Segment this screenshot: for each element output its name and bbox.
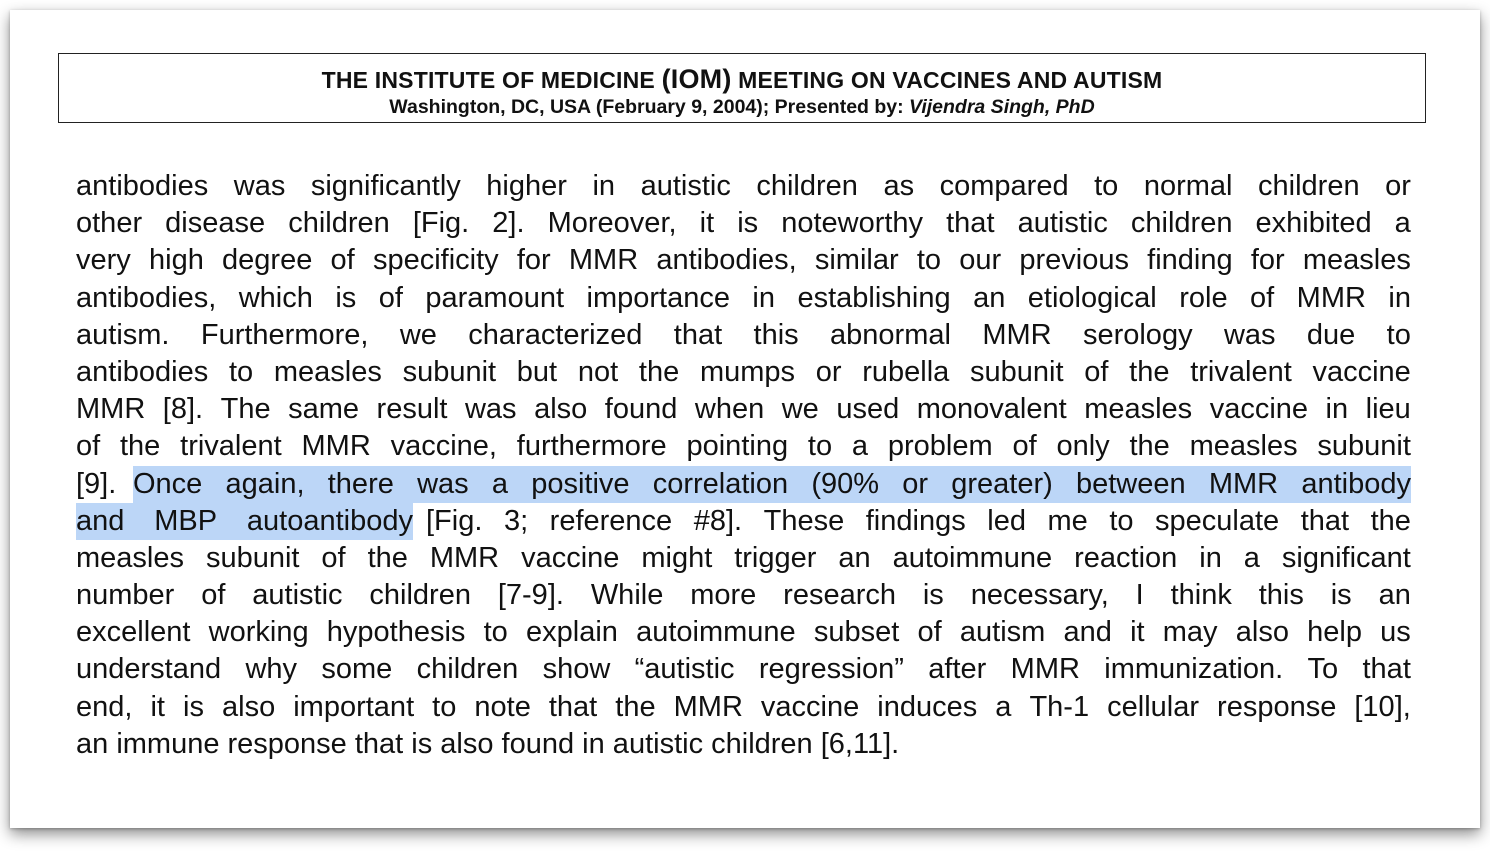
text-line-15: end, it is also important to note that the MMR vaccine induces a Th-1 cellular response [10], <box>76 690 1411 723</box>
text-line-last: an immune response that is also found in autistic children [6,11]. <box>76 727 900 760</box>
line9-prefix: [9]. <box>76 467 117 500</box>
header-title-post: MEETING ON VACCINES AND AUTISM <box>731 67 1163 93</box>
text-line-10 <box>76 503 1411 540</box>
text-line-3: very high degree of specificity for MMR antibodies, similar to our previous finding for measles <box>76 244 1411 277</box>
document-page <box>10 10 1480 828</box>
text-line-13: excellent working hypothesis to explain autoimmune subset of autism and it may also help us <box>76 616 1411 649</box>
header-title <box>59 64 1425 95</box>
text-line-11: measles subunit of the MMR vaccine might trigger an autoimmune reaction in a significant <box>76 541 1411 574</box>
text-line-2: other disease children [Fig. 2]. Moreover, it is noteworthy that autistic children exhibited a <box>76 207 1411 240</box>
text-line-12: number of autistic children [7-9]. While more research is necessary, I think this is an <box>76 579 1411 612</box>
text-line-4: antibodies, which is of paramount importance in establishing an etiological role of MMR in <box>76 281 1411 314</box>
header-subtitle-author: Vijendra Singh, PhD <box>909 96 1095 118</box>
header-subtitle-location-date: Washington, DC, USA (February 9, 2004); Presented by: <box>389 96 910 118</box>
header-title-acronym: (IOM) <box>661 64 732 94</box>
text-line-8: of the trivalent MMR vaccine, furthermore pointing to a problem of only the measles subunit <box>76 430 1411 463</box>
highlighted-text[interactable]: Once again, there was a positive correlation (90% or greater) between MMR antibody <box>133 466 1411 503</box>
text-line-14: understand why some children show “autistic regression” after MMR immunization. To that <box>76 653 1411 686</box>
document-header <box>58 53 1426 123</box>
text-line-1: antibodies was significantly higher in autistic children as compared to normal children or <box>76 170 1411 202</box>
highlighted-text[interactable]: and MBP autoantibody <box>76 503 413 540</box>
text-line-7: MMR [8]. The same result was also found when we used monovalent measles vaccine in lieu <box>76 393 1411 426</box>
text-line-5: autism. Furthermore, we characterized that this abnormal MMR serology was due to <box>76 318 1411 351</box>
text-line-9 <box>76 466 1411 503</box>
line10-suffix: [Fig. 3; reference #8]. These findings led me to speculate that the <box>426 504 1411 537</box>
header-subtitle <box>59 96 1425 119</box>
header-title-pre: THE INSTITUTE OF MEDICINE <box>321 67 662 93</box>
body-paragraph <box>76 168 1411 763</box>
text-line-6: antibodies to measles subunit but not the mumps or rubella subunit of the trivalent vaccine <box>76 355 1411 388</box>
